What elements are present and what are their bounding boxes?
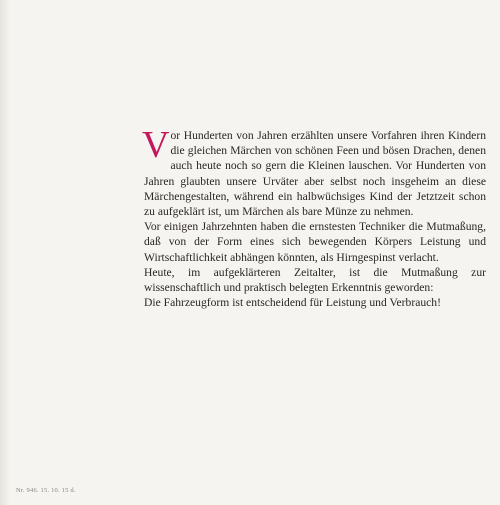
print-reference-note: Nr. 946. 15. 10. 15 d. [16, 487, 76, 494]
drop-cap-initial: V [142, 124, 170, 166]
body-text [142, 124, 486, 310]
paragraph-1-text: or Hunderten von Jahren erzählten unsere Vorfahren ihren Kindern die gleichen Märchen von schönen Feen und bösen Drachen, denen auch heute noch so gern die Kleinen lauschen. Vor Hunderten von Jahren glaubten unsere Urväter aber selbst noch insgeheim an diese Märchengestalten, während ein halbwüchsiges Kind der Jetztzeit schon zu aufgeklärt ist, um Märchen als bare Münze zu nehmen. [144, 129, 486, 219]
page-gutter-shadow [0, 0, 10, 505]
paragraph-2: Vor einigen Jahrzehnten haben die ernstesten Techniker die Mutmaßung, daß von der Form eines sich bewegenden Körpers Leistung und Wirtschaftlichkeit abhängen könnten, als Hirngespinst verlacht. [144, 220, 486, 264]
paragraph-4-conclusion: Die Fahrzeugform ist entscheidend für Leistung und Verbrauch! [144, 296, 441, 310]
paragraph-3: Heute, im aufgeklärteren Zeitalter, ist die Mutmaßung zur wissenschaftlich und praktisch belegten Erkenntnis geworden: [144, 265, 486, 295]
paragraph-1 [142, 124, 486, 219]
